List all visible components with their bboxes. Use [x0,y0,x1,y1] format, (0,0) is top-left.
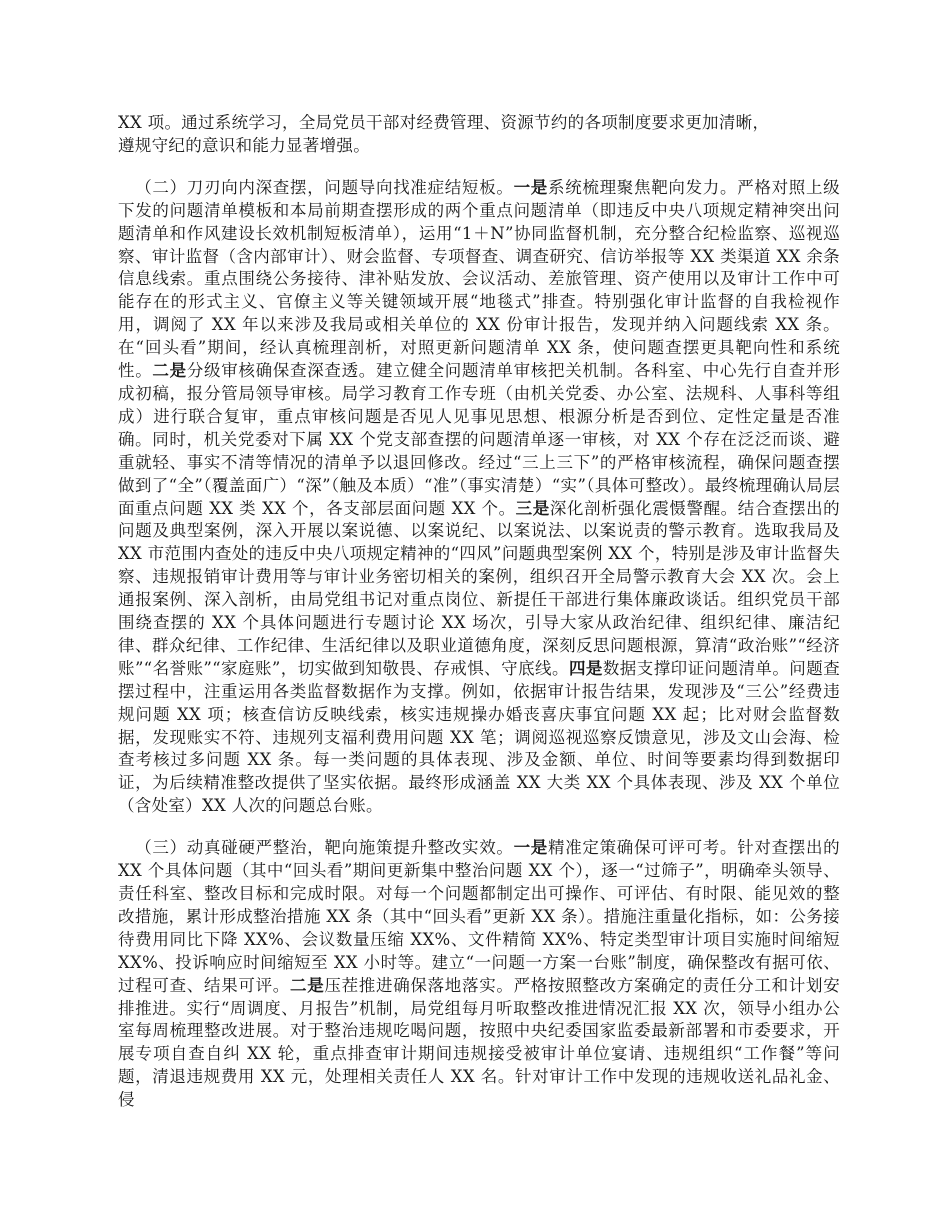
body-text: 数据支撑印证问题清单。问题查摆过程中，注重运用各类监督数据作为支撑。例如，依据审计报告结果，发现涉及“三公”经费违规问题 XX 项；核查信访反映线索，核实违规操办婚丧喜庆事宜问题 XX 起；比对财会监督数据，发现账实不符、违规列支福利费用问题 XX 笔；调阅巡视巡察反馈意见，涉及文山会海、检查考核过多问题 XX 条。每一类问题的具体表现、涉及金额、单位、时间等要素均得到数据印证，为后续精准整改提供了坚实依据。最终形成涵盖 XX 大类 XX 个具体表现、涉及 XX 个单位（含处室）XX 人次的问题总台账。 [118,658,840,816]
point-marker: 三是 [515,498,550,518]
point-marker: 四是 [568,658,603,678]
section-heading: （三）动真碰硬严整治，靶向施策提升整改实效。 [134,838,514,858]
point-marker: 二是 [152,361,187,381]
body-text: 深化剖析强化震慑警醒。结合查摆出的问题及典型案例，深入开展以案说德、以案说纪、以案说法、以案说责的警示教育。选取我局及 XX 市范围内查处的违反中央八项规定精神的“四风”问题典型案例 XX 个，特别是涉及审计监督失察、违规报销审计费用等与审计业务密切相关的案例，组织召开全局警示教育大会 XX 次。会上通报案例、深入剖析，由局党组书记对重点岗位、新提任干部进行集体廉政谈话。组织党员干部围绕查摆的 XX 个具体问题进行专题讨论 XX 场次，引导大家从政治纪律、组织纪律、廉洁纪律、群众纪律、工作纪律、生活纪律以及职业道德角度，深刻反思问题根源，算清“政治账”“经济账”“名誉账”“家庭账”，切实做到知敬畏、存戒惧、守底线。 [118,498,840,678]
paragraph-continuation [118,112,840,158]
paragraph-section-2 [118,177,840,818]
point-marker: 一是 [513,838,548,858]
paragraph-section-3 [118,837,840,1112]
body-text: 压茬推进确保落地落实。严格按照整改方案确定的责任分工和计划安排推进。实行“周调度、月报告”机制，局党组每月听取整改推进情况汇报 XX 次，领导小组办公室每周梳理整改进展。对于整治违规吃喝问题，按照中央纪委国家监委最新部署和市委要求，开展专项自查自纠 XX 轮，重点排查审计期间违规接受被审计单位宴请、违规组织“工作餐”等问题，清退违规费用 XX 元，处理相关责任人 XX 名。针对审计工作中发现的违规收送礼品礼金、侵 [118,975,840,1110]
document-page [118,112,840,1112]
text-line: 遵规守纪的意识和能力显著增强。 [118,135,370,155]
body-text: 精准定策确保可评可考。针对查摆出的 XX 个具体问题（其中“回头看”期间更新集中整治问题 XX 个），逐一“过筛子”，明确牵头领导、责任科室、整改目标和完成时限。对每一个问题都制定出可操作、可评估、有时限、能见效的整改措施，累计形成整治措施 XX 条（其中“回头看”更新 XX 条）。措施注重量化指标，如：公务接待费用同比下降 XX%、会议数量压缩 XX%、文件精简 XX%、特定类型审计项目实施时间缩短 XX%、投诉响应时间缩短至 XX 小时等。建立“一问题一方案一台账”制度，确保整改有据可依、过程可查、结果可评。 [118,838,840,995]
body-text: 分级审核确保查深查透。建立健全问题清单审核把关机制。各科室、中心先行自查并形成初稿，报分管局领导审核。局学习教育工作专班（由机关党委、办公室、法规科、人事科等组成）进行联合复审，重点审核问题是否见人见事见思想、根源分析是否到位、定性定量是否准确。同时，机关党委对下属 XX 个党支部查摆的问题清单逐一审核，对 XX 个存在泛泛而谈、避重就轻、事实不清等情况的清单予以退回修改。经过“三上三下”的严格审核流程，确保问题查摆做到了“全”（覆盖面广）“深”（触及本质）“准”（事实清楚）“实”（具体可整改）。最终梳理确认局层面重点问题 XX 类 XX 个，各支部层面问题 XX 个。 [118,361,840,518]
body-text: 系统梳理聚焦靶向发力。严格对照上级下发的问题清单模板和本局前期查摆形成的两个重点问题清单（即违反中央八项规定精神突出问题清单和作风建设长效机制短板清单），运用“1＋N”协同监督机制，充分整合纪检监察、巡视巡察、审计监督（含内部审计）、财会监督、专项督查、调查研究、信访举报等 XX 类渠道 XX 余条信息线索。重点围绕公务接待、津补贴发放、会议活动、差旅管理、资产使用以及审计工作中可能存在的形式主义、官僚主义等关键领域开展“地毯式”排查。特别强化审计监督的自我检视作用，调阅了 XX 年以来涉及我局或相关单位的 XX 份审计报告，发现并纳入问题线索 XX 条。在“回头看”期间，经认真梳理剖析，对照更新问题清单 XX 条，使问题查摆更具靶向性和系统性。 [118,177,840,381]
text-line: XX 项。通过系统学习，全局党员干部对经费管理、资源节约的各项制度要求更加清晰， [118,113,770,132]
point-marker: 一是 [513,177,548,197]
section-heading: （二）刀刃向内深查摆，问题导向找准症结短板。 [134,177,514,197]
point-marker: 二是 [290,975,325,995]
